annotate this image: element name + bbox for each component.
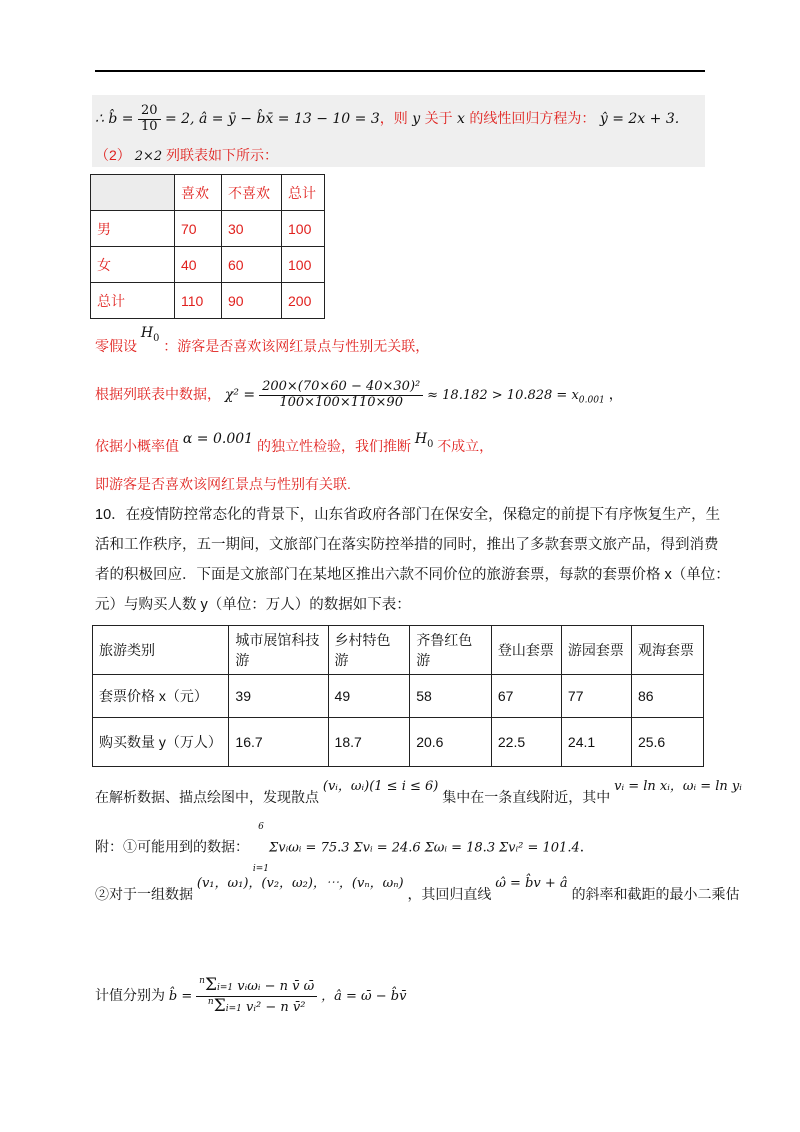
scatter-line: 在解析数据、描点绘图中，发现散点 (vᵢ，ωᵢ)(1 ≤ i ≤ 6) 集中在一条直线附近，其中 vᵢ = ln xᵢ，ωᵢ = ln yᵢ (95, 779, 742, 805)
chi-square-line: 根据列联表中数据， χ² = $\frac{\text{200×(70×60 − 40×30)²}}{100\times 100\times 110\times 90}$ ≈ $18.182 > 10.828 = x_{0.001}$ ， (95, 378, 623, 410)
table-cell: 70 (175, 211, 222, 247)
table-cell: 总计 (91, 283, 175, 319)
table-cell: 30 (222, 211, 282, 247)
table-row (93, 626, 704, 675)
table-cell (91, 175, 175, 211)
problem10-intro: 10．在疫情防控常态化的背景下，山东省政府各部门在保安全，保稳定的前提下有序恢复生产，生 活和工作秩序，五一期间，文旅部门在落实防控举措的同时，推出了多款套票文旅产品，得到消费 者的积极回应．下面是文旅部门在某地区推出六款不同价位的旅游套票，每款的套票价格 x（单位： 元）与购买人数 y（单位：万人）的数据如下表： (95, 507, 730, 613)
table-cell: 20.6 (410, 718, 492, 767)
table-cell: 58 (410, 675, 492, 718)
estimate-fraction: $\frac{^n\Sigma i=1 vᵢ\omega ᵢ - n v̄ \omegā}{^n\Sigma i=1 vᵢ^2 - n v̄^2}$ (196, 976, 317, 1016)
regression-equation: ŷ = 2x + 3 (599, 111, 675, 127)
table-cell: 观海套票 (631, 626, 703, 675)
table-cell: 100 (282, 247, 325, 283)
table-cell: 喜欢 (175, 175, 222, 211)
table-cell: 77 (561, 675, 631, 718)
table-cell: 60 (222, 247, 282, 283)
table-cell: 不喜欢 (222, 175, 282, 211)
table-cell: 18.7 (328, 718, 410, 767)
table-cell: 25.6 (631, 718, 703, 767)
conclusion: 即游客是否喜欢该网红景点与性别有关联. (95, 476, 351, 492)
table-cell: 100 (282, 211, 325, 247)
table-row (91, 175, 325, 211)
table-cell: 套票价格 x（元） (93, 675, 229, 718)
table-row (93, 675, 704, 718)
header-rule (95, 70, 705, 72)
tour-data-table (92, 625, 704, 767)
table-cell: 城市展馆科技游 (229, 626, 328, 675)
table-cell: 110 (175, 283, 222, 319)
table-cell: 16.7 (229, 718, 328, 767)
contingency-table (90, 174, 325, 319)
table-cell: 200 (282, 283, 325, 319)
table-cell: 女 (91, 247, 175, 283)
appendix-sums: 附：①可能用到的数据： 6 i=1Σvᵢωᵢ = 75.3 Σvᵢ = 24.6 Σωᵢ = 18.3 Σvᵢ² = 101.4． (95, 822, 594, 874)
null-hypothesis: 零假设 $H_0$ ：游客是否喜欢该网红景点与性别无关联， (95, 325, 430, 354)
inference-line: 依据小概率值 α = 0.001 的独立性检验，我们推断 $H_0$ 不成立， (95, 431, 494, 454)
table-cell: 男 (91, 211, 175, 247)
table-cell: 旅游类别 (93, 626, 229, 675)
table-cell: 齐鲁红色游 (410, 626, 492, 675)
part2-heading: （2） 2×2 列联表如下所示： (95, 147, 279, 164)
table-cell: 67 (491, 675, 561, 718)
formula-line: ②对于一组数据 (v₁，ω₁)，(v₂，ω₂)，⋯，(vₙ，ωₙ) ，其回归直线 ω̂ = b̂v + â 的斜率和截距的最小二乘估 (95, 876, 740, 902)
table-cell: 90 (222, 283, 282, 319)
table-cell: 40 (175, 247, 222, 283)
table-cell: 登山套票 (491, 626, 561, 675)
table-cell: 总计 (282, 175, 325, 211)
table-row (93, 718, 704, 767)
table-cell: 游园套票 (561, 626, 631, 675)
table-row (91, 283, 325, 319)
table-cell: 86 (631, 675, 703, 718)
regression-line: ∴ b̂ = $\frac{20}{10}$ = 2, â = ȳ − b̂x̄ = 13 − 10 = 3，则 y 关于 x 的线性回归方程为： ŷ = 2x + 3. (95, 102, 680, 134)
chi-square-fraction: $\frac{\text{200×(70×60 − 40×30)²}}{100\times 100\times 110\times 90}$ (259, 380, 423, 411)
table-cell: 22.5 (491, 718, 561, 767)
table-cell: 39 (229, 675, 328, 718)
table-cell: 49 (328, 675, 410, 718)
table-row (91, 211, 325, 247)
regression-values: = 2, â = ȳ − b̂x̄ = 13 − 10 = 3 (164, 111, 380, 127)
table-cell: 购买数量 y（万人） (93, 718, 229, 767)
table-row (91, 247, 325, 283)
table-cell: 24.1 (561, 718, 631, 767)
regression-b-fraction: $\frac{20}{10}$ (138, 104, 161, 135)
table-cell: 乡村特色游 (328, 626, 410, 675)
estimate-formula: 计值分别为 b̂ = $\frac{^n\Sigma i=1 vᵢ\omega ᵢ - n v̄ \omegā}{^n\Sigma i=1 vᵢ^2 - n v̄^2}$ ，â = ω̄ − b̂v̄ (95, 975, 407, 1016)
